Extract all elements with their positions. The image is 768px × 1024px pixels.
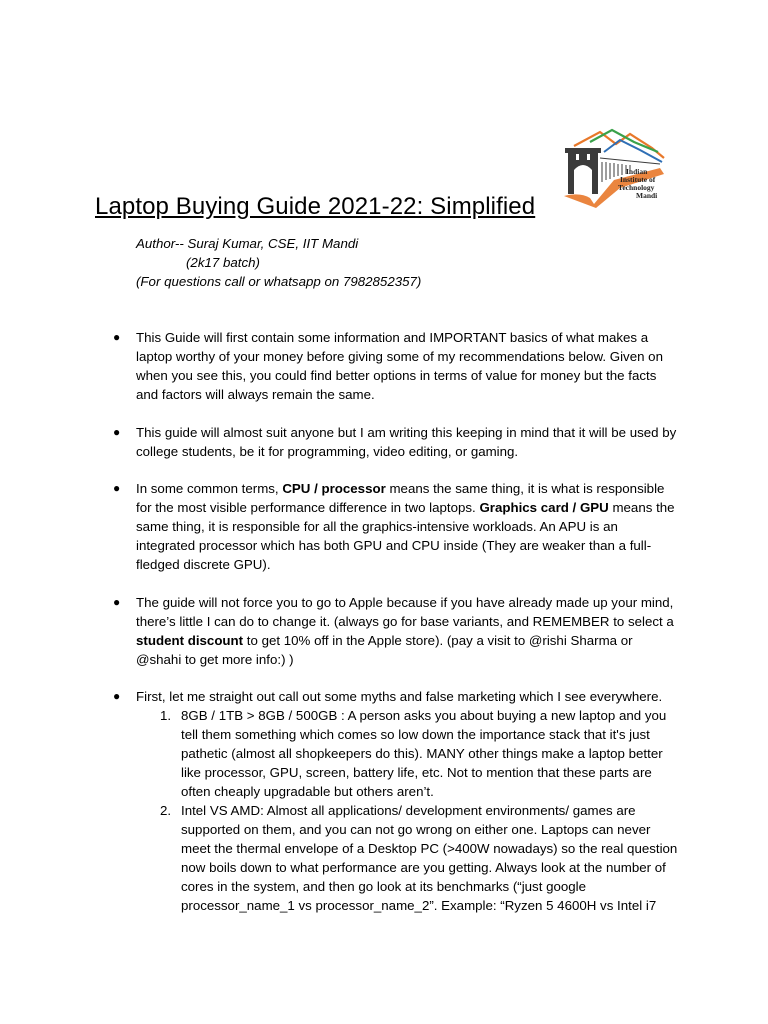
text-run: means the same thing, it is responsible for all the graphics-intensive workloads. An APU is an integrated processor which has both GPU and CPU inside (They are weaker than a full-fledged discrete GPU).: [136, 500, 675, 572]
item-number: 1.: [160, 708, 172, 723]
bold-term-cpu: CPU / processor: [282, 481, 386, 496]
list-item: [0, 593, 680, 669]
logo-text-line2: Institute of: [620, 175, 656, 184]
bullet-list: [0, 328, 768, 915]
numbered-item: [136, 801, 680, 915]
bold-term-gpu: Graphics card / GPU: [479, 500, 609, 515]
logo-graphic: [560, 128, 672, 208]
bullet-glyph: ●: [113, 689, 121, 703]
item-number: 2.: [160, 803, 172, 818]
document-title: Laptop Buying Guide 2021-22: Simplified: [95, 193, 536, 220]
text-run: to get 10% off in the Apple store). (pay a visit to @rishi Sharma or @shahi to get more info:) ): [136, 632, 633, 667]
bold-term-student-discount: student discount: [136, 632, 244, 648]
text-run: In some common terms,: [136, 481, 283, 496]
list-item: [0, 328, 680, 404]
iit-mandi-logo: [560, 128, 672, 208]
bullet-text: [136, 481, 675, 572]
author-block: [136, 234, 421, 291]
bullet-glyph: ●: [113, 594, 121, 609]
bullet-glyph: ●: [113, 481, 121, 495]
logo-text-line1: Indian: [626, 167, 648, 176]
list-item: [0, 479, 680, 574]
bullet-text: This Guide will first contain some information and IMPORTANT basics of what makes a laptop worthy of your money before giving some of my recommendations below. Given on when you see this, you could find better options in terms of value for money but the facts and factors will always remain the same.: [136, 330, 663, 402]
author-line: Author-- Suraj Kumar, CSE, IIT Mandi: [136, 236, 359, 251]
logo-text-line4: Mandi: [636, 191, 658, 200]
logo-text-line3: Technology: [618, 183, 655, 192]
bullet-glyph: ●: [113, 424, 121, 439]
text-run: means the same thing, it is what is responsible for the most visible performance difference in two laptops.: [136, 481, 665, 515]
list-item: [0, 423, 680, 461]
list-item: [0, 687, 680, 915]
batch-line: (2k17 batch): [186, 255, 260, 270]
contact-line: (For questions call or whatsapp on 7982852357): [136, 274, 422, 289]
numbered-item-text: 8GB / 1TB > 8GB / 500GB : A person asks you about buying a new laptop and you tell them something which comes so low down the importance stack that it's just pathetic (almost all shopkeepers do this). MANY other things make a laptop better like processor, GPU, screen, battery life, etc. Not to mention that these parts are often cheaply upgradable but others aren’t.: [181, 708, 667, 799]
text-run: The guide will not force you to go to Apple because if you have already made up your mind, there’s little I can do to change it. (always go for base variants, and REMEMBER to select a: [136, 594, 674, 629]
bullet-text: This guide will almost suit anyone but I am writing this keeping in mind that it will be used by college students, be it for programming, video editing, or gaming.: [136, 424, 677, 459]
bullet-text: First, let me straight out call out some myths and false marketing which I see everywhere.: [136, 689, 663, 704]
bullet-text: [136, 595, 674, 667]
bullet-glyph: ●: [113, 330, 121, 344]
numbered-item-text: Intel VS AMD: Almost all applications/ development environments/ games are supported on them, and you can not go wrong on either one. Laptops can never meet the thermal envelope of a Desktop PC (>400W nowadays) so the real question now boils down to what performance are you getting. Always look at the number of cores in the system, and then go look at its benchmarks (“just google processor_name_1 vs processor_name_2”. Example: “Ryzen 5 4600H vs Intel i7: [181, 803, 678, 913]
numbered-item: [136, 706, 680, 801]
